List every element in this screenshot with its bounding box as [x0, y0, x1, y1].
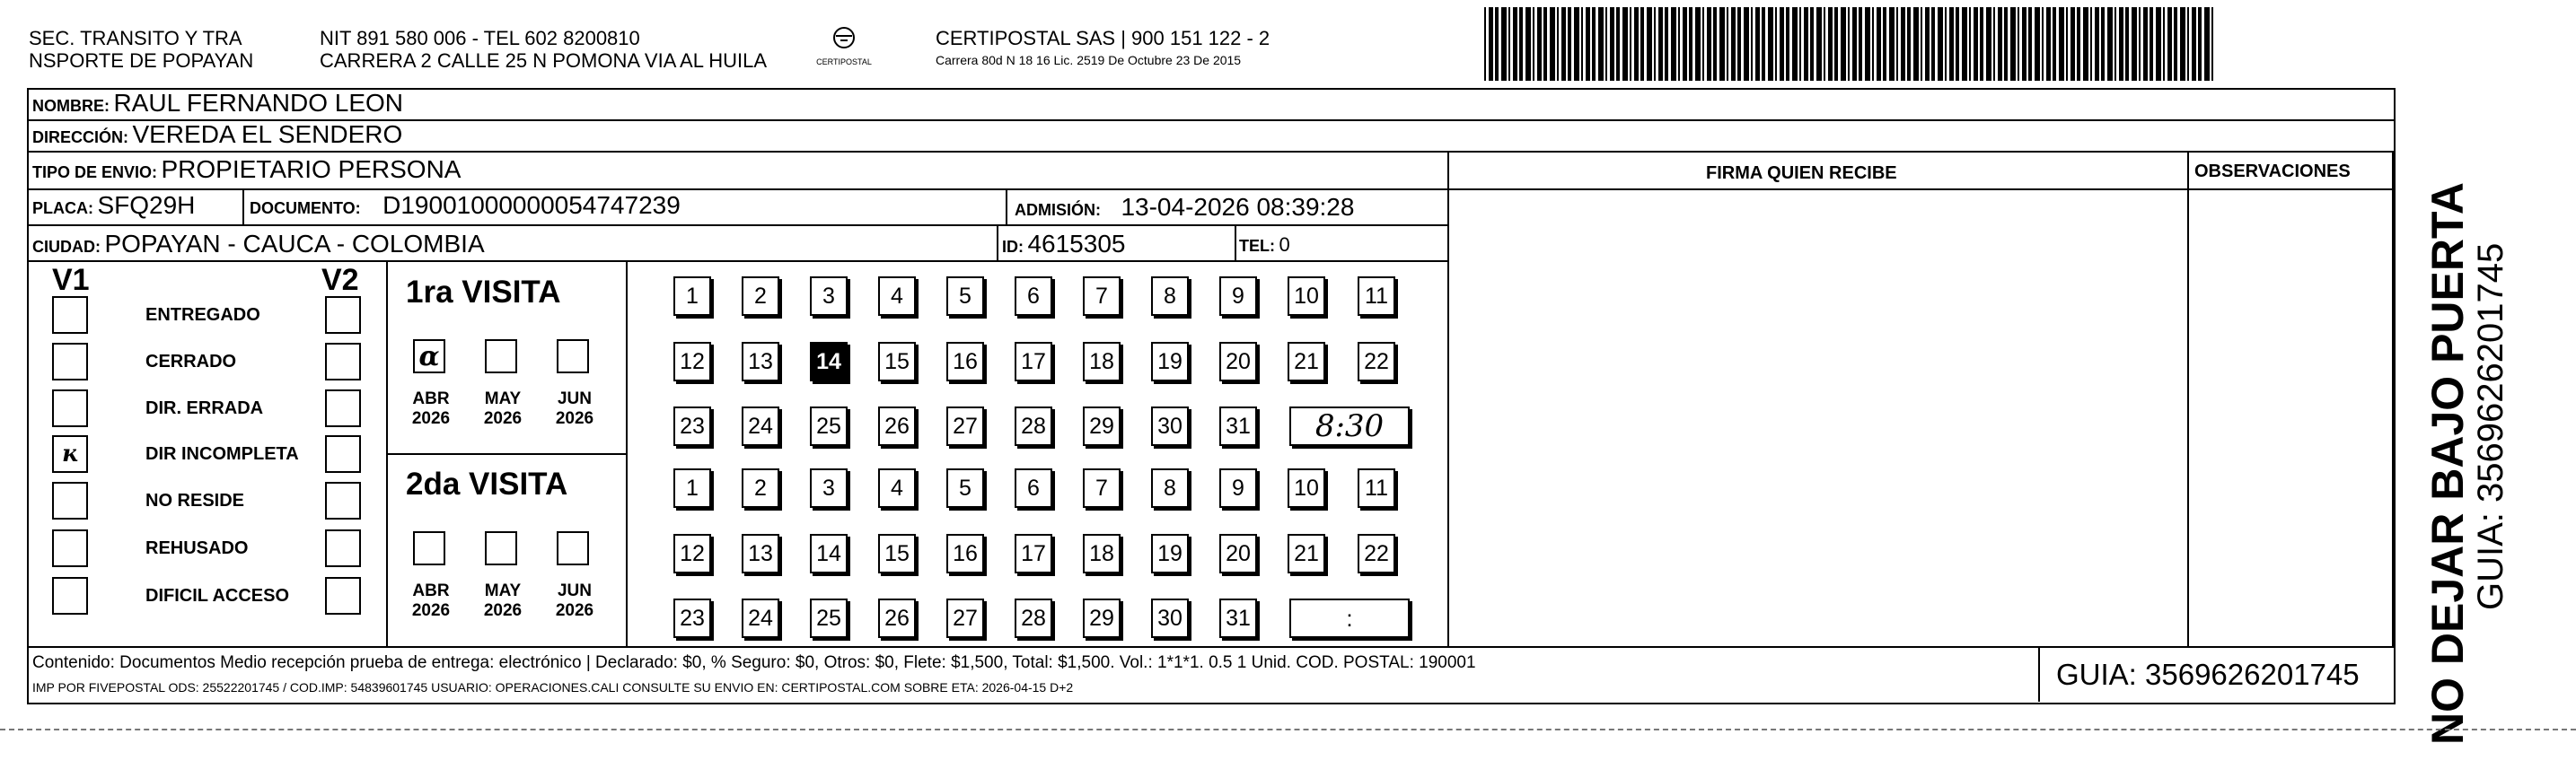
- barcode-bar: [1683, 7, 1687, 81]
- barcode-bar: [1622, 7, 1628, 81]
- month-checkbox[interactable]: [557, 339, 589, 373]
- barcode-bar: [1775, 7, 1777, 81]
- time-box[interactable]: :: [1289, 599, 1410, 638]
- day-box[interactable]: 18: [1083, 534, 1121, 573]
- direccion-field: [32, 120, 402, 149]
- admision-label: ADMISIÓN:: [1015, 201, 1101, 219]
- barcode-bar: [2004, 7, 2008, 81]
- barcode-bar: [2107, 7, 2113, 81]
- v1-label: V1: [52, 263, 90, 297]
- barcode-bar: [2143, 7, 2148, 81]
- v2-label: V2: [321, 263, 359, 297]
- month-year: 2026: [555, 601, 594, 620]
- day-box[interactable]: 22: [1358, 342, 1395, 381]
- barcode-bar: [2211, 7, 2213, 81]
- day-box[interactable]: 19: [1151, 534, 1189, 573]
- barcode-bar: [1980, 7, 1983, 81]
- barcode-bar: [1689, 7, 1692, 81]
- v2-checkbox[interactable]: [325, 389, 361, 427]
- barcode-bar: [1762, 7, 1765, 81]
- direccion-value: VEREDA EL SENDERO: [132, 120, 403, 148]
- barcode-bar: [1828, 7, 1833, 81]
- barcode-bar: [2150, 7, 2153, 81]
- day-box[interactable]: 25: [810, 599, 848, 638]
- day-box[interactable]: 14: [810, 534, 848, 573]
- barcode-bar: [1495, 7, 1499, 81]
- sender-name: [29, 27, 253, 72]
- barcode-bar: [1969, 7, 1971, 81]
- barcode-bar: [1616, 7, 1620, 81]
- barcode-bar: [1931, 7, 1935, 81]
- day-box[interactable]: 30: [1151, 599, 1189, 638]
- barcode-bar: [1737, 7, 1741, 81]
- visit-title: 2da VISITA: [406, 467, 568, 502]
- v2-checkbox[interactable]: [325, 577, 361, 615]
- id-label: ID:: [1002, 238, 1024, 256]
- barcode-bar: [1896, 7, 1898, 81]
- ciudad-value: POPAYAN - CAUCA - COLOMBIA: [104, 230, 485, 258]
- barcode-bar: [1702, 7, 1704, 81]
- month-name: JUN: [557, 389, 592, 408]
- barcode-bar: [1508, 7, 1510, 81]
- barcode-bar: [1865, 7, 1870, 81]
- barcode-bar: [2035, 7, 2040, 81]
- placa-field: [32, 191, 195, 220]
- month-name: JUN: [557, 581, 592, 600]
- month-name: MAY: [484, 389, 522, 408]
- day-box[interactable]: 24: [742, 406, 779, 446]
- tipo-envio-value: PROPIETARIO PERSONA: [161, 155, 462, 183]
- barcode-bar: [2192, 7, 2196, 81]
- day-box[interactable]: 21: [1288, 342, 1325, 381]
- barcode-bar: [1949, 7, 1954, 81]
- barcode-bar: [1557, 7, 1559, 81]
- barcode-bar: [1780, 7, 1784, 81]
- day-box[interactable]: 10: [1288, 276, 1325, 316]
- barcode-bar: [1848, 7, 1850, 81]
- day-box[interactable]: 27: [946, 599, 984, 638]
- month-name: ABR: [412, 389, 450, 408]
- id-value: 4615305: [1027, 230, 1126, 258]
- footer-print-line: IMP POR FIVEPOSTAL ODS: 25522201745 / COD.IMP: 54839601745 USUARIO: OPERACIONES.CALI CONSULTE SU ENVIO EN: CERTIPOSTAL.COM SOBRE ETA: 2026-04-15 D+2: [32, 680, 1074, 695]
- barcode-bar: [1751, 7, 1753, 81]
- sender-line-1: SEC. TRANSITO Y TRA: [29, 27, 242, 49]
- month-checkbox[interactable]: [485, 531, 517, 565]
- nombre-field: [32, 89, 403, 118]
- barcode-bar: [1883, 7, 1886, 81]
- barcode-bar: [1707, 7, 1711, 81]
- barcode-bar: [1998, 7, 2002, 81]
- barcode-bar: [1872, 7, 1874, 81]
- barcode-bar: [1586, 7, 1590, 81]
- barcode-bar: [2114, 7, 2116, 81]
- barcode-bar: [1810, 7, 1814, 81]
- admision-value: 13-04-2026 08:39:28: [1121, 193, 1355, 221]
- barcode-bar: [1581, 7, 1583, 81]
- day-box[interactable]: 9: [1219, 468, 1257, 508]
- tel-value: 0: [1279, 233, 1290, 256]
- month-year: 2026: [411, 601, 451, 620]
- barcode-bar: [2077, 7, 2080, 81]
- barcode-bar: [2101, 7, 2105, 81]
- visit-title: 1ra VISITA: [406, 275, 561, 310]
- barcode-bar: [1841, 7, 1846, 81]
- barcode-bar: [1533, 7, 1534, 81]
- barcode-bar: [2119, 7, 2123, 81]
- barcode-bar: [1731, 7, 1736, 81]
- day-box[interactable]: 15: [878, 534, 916, 573]
- barcode-bar: [2053, 7, 2056, 81]
- day-box[interactable]: 27: [946, 406, 984, 446]
- barcode-bar: [1671, 7, 1676, 81]
- status-label: REHUSADO: [145, 538, 249, 558]
- v1-checkbox[interactable]: [52, 577, 88, 615]
- nombre-value: RAUL FERNANDO LEON: [113, 89, 404, 117]
- placa-value: SFQ29H: [97, 191, 196, 219]
- barcode-bar: [1719, 7, 1725, 81]
- day-box[interactable]: 21: [1288, 534, 1325, 573]
- sender-nit: [320, 27, 767, 72]
- barcode-bar: [1654, 7, 1656, 81]
- barcode-bar: [2095, 7, 2099, 81]
- day-box[interactable]: 7: [1083, 468, 1121, 508]
- barcode-bar: [2156, 7, 2161, 81]
- barcode-bar: [2125, 7, 2129, 81]
- no-dejar-bajo-puerta: NO DEJAR BAJO PUERTA: [2422, 182, 2473, 745]
- barcode-bar: [1610, 7, 1614, 81]
- nombre-label: NOMBRE:: [32, 97, 110, 115]
- barcode-bar: [1574, 7, 1579, 81]
- barcode-bar: [2028, 7, 2032, 81]
- barcode-bar: [1921, 7, 1922, 81]
- day-box[interactable]: 20: [1219, 342, 1257, 381]
- day-box[interactable]: 25: [810, 406, 848, 446]
- barcode-bar: [1824, 7, 1825, 81]
- barcode-bar: [2042, 7, 2044, 81]
- day-box[interactable]: 7: [1083, 276, 1121, 316]
- day-box[interactable]: 28: [1015, 406, 1052, 446]
- barcode-bar: [1852, 7, 1857, 81]
- v1-checkbox[interactable]: [52, 296, 88, 334]
- day-box[interactable]: 30: [1151, 406, 1189, 446]
- v1-checkbox[interactable]: [52, 343, 88, 380]
- time-box[interactable]: 8:30: [1289, 406, 1410, 446]
- status-label: NO RESIDE: [145, 491, 245, 511]
- svg-text:CERTIPOSTAL: CERTIPOSTAL: [816, 57, 872, 66]
- barcode-bar: [2010, 7, 2016, 81]
- day-box[interactable]: 28: [1015, 599, 1052, 638]
- barcode-bar: [1713, 7, 1717, 81]
- v2-checkbox[interactable]: [325, 435, 361, 473]
- barcode-bar: [1907, 7, 1911, 81]
- barcode-bar: [1744, 7, 1749, 81]
- day-box[interactable]: 18: [1083, 342, 1121, 381]
- barcode-bar: [1484, 7, 1486, 81]
- barcode-bar: [2018, 7, 2019, 81]
- observaciones-label: OBSERVACIONES: [2194, 162, 2351, 181]
- barcode-bar: [1665, 7, 1668, 81]
- barcode-bar: [1489, 7, 1493, 81]
- tel-field: [1239, 233, 1290, 257]
- month-year: 2026: [555, 409, 594, 428]
- barcode-bar: [1592, 7, 1596, 81]
- barcode-bar: [2059, 7, 2064, 81]
- day-box[interactable]: 3: [810, 468, 848, 508]
- month-name: MAY: [484, 581, 522, 600]
- day-box[interactable]: 31: [1219, 406, 1257, 446]
- barcode-bar: [1695, 7, 1701, 81]
- admision-field: [1015, 193, 1354, 222]
- barcode-bar: [1859, 7, 1862, 81]
- certipostal-logo: [808, 25, 880, 72]
- v2-checkbox[interactable]: [325, 482, 361, 520]
- barcode-bar: [1727, 7, 1728, 81]
- direccion-label: DIRECCIÓN:: [32, 128, 128, 146]
- day-box[interactable]: 13: [742, 342, 779, 381]
- barcode-bar: [2070, 7, 2075, 81]
- barcode-bar: [1986, 7, 1991, 81]
- v1-checkbox[interactable]: [52, 529, 88, 567]
- barcode-bar: [1605, 7, 1607, 81]
- day-box[interactable]: 10: [1288, 468, 1325, 508]
- day-box[interactable]: 16: [946, 342, 984, 381]
- day-box[interactable]: 11: [1358, 276, 1395, 316]
- barcode-bar: [1993, 7, 1995, 81]
- barcode-bar: [2066, 7, 2068, 81]
- day-box[interactable]: 2: [742, 468, 779, 508]
- barcode-bar: [1901, 7, 1905, 81]
- tel-label: TEL:: [1239, 237, 1275, 255]
- day-box[interactable]: 20: [1219, 534, 1257, 573]
- barcode-bar: [1519, 7, 1523, 81]
- barcode-bar: [1598, 7, 1604, 81]
- barcode-bar: [1568, 7, 1571, 81]
- id-field: [1002, 230, 1125, 258]
- barcode-bar: [1768, 7, 1773, 81]
- barcode-bar: [1925, 7, 1930, 81]
- month-year: 2026: [411, 409, 451, 428]
- day-box[interactable]: 5: [946, 468, 984, 508]
- barcode-bar: [2187, 7, 2189, 81]
- barcode-bar: [1945, 7, 1947, 81]
- barcode-bar: [2139, 7, 2141, 81]
- company-line-2: Carrera 80d N 18 16 Lic. 2519 De Octubre 23 De 2015: [936, 53, 1242, 67]
- barcode-bar: [1525, 7, 1531, 81]
- barcode-bar: [2204, 7, 2210, 81]
- barcode-bar: [2198, 7, 2202, 81]
- documento-field: [250, 191, 681, 220]
- barcode-bar: [1816, 7, 1822, 81]
- barcode-bar: [1513, 7, 1517, 81]
- day-box[interactable]: 14: [810, 342, 848, 381]
- day-box[interactable]: 12: [673, 534, 711, 573]
- day-box[interactable]: 6: [1015, 468, 1052, 508]
- v2-checkbox[interactable]: [325, 529, 361, 567]
- nit-line-1: NIT 891 580 006 - TEL 602 8200810: [320, 27, 640, 49]
- day-box[interactable]: 4: [878, 276, 916, 316]
- day-box[interactable]: 6: [1015, 276, 1052, 316]
- day-box[interactable]: 17: [1015, 342, 1052, 381]
- month-checkbox[interactable]: [557, 531, 589, 565]
- day-box[interactable]: 26: [878, 599, 916, 638]
- tipo-envio-label: TIPO DE ENVIO:: [32, 163, 158, 181]
- barcode-bar: [1792, 7, 1798, 81]
- barcode-bar: [1755, 7, 1760, 81]
- sender-line-2: NSPORTE DE POPAYAN: [29, 49, 254, 72]
- barcode-bar: [1640, 7, 1644, 81]
- day-box[interactable]: 3: [810, 276, 848, 316]
- day-box[interactable]: 23: [673, 599, 711, 638]
- day-box[interactable]: 1: [673, 276, 711, 316]
- day-box[interactable]: 29: [1083, 406, 1121, 446]
- barcode-bar: [1678, 7, 1680, 81]
- v2-checkbox[interactable]: [325, 343, 361, 380]
- barcode-bar: [1647, 7, 1652, 81]
- barcode-bar: [1804, 7, 1808, 81]
- barcode-bar: [2083, 7, 2088, 81]
- barcode-bar: [1913, 7, 1919, 81]
- barcode-bar: [2132, 7, 2137, 81]
- day-box[interactable]: 8: [1151, 276, 1189, 316]
- nit-line-2: CARRERA 2 CALLE 25 N POMONA VIA AL HUILA: [320, 49, 768, 72]
- day-box[interactable]: 16: [946, 534, 984, 573]
- barcode-bar: [1658, 7, 1663, 81]
- month-year: 2026: [483, 409, 523, 428]
- day-box[interactable]: 15: [878, 342, 916, 381]
- day-box[interactable]: 22: [1358, 534, 1395, 573]
- v1-checkbox[interactable]: ĸ: [52, 435, 88, 473]
- barcode-bar: [2167, 7, 2172, 81]
- barcode-bar: [1877, 7, 1881, 81]
- barcode-bar: [1543, 7, 1547, 81]
- barcode: [1484, 7, 2213, 81]
- day-box[interactable]: 5: [946, 276, 984, 316]
- day-box[interactable]: 9: [1219, 276, 1257, 316]
- month-checkbox[interactable]: [413, 531, 445, 565]
- footer-content-line: Contenido: Documentos Medio recepción prueba de entrega: electrónico | Declarado: $0, % Seguro: $0, Otros: $0, Flete: $1,500, Total: $1,500. Vol.: 1*1*1. 0.5 1 Unid. COD. POSTAL: 190001: [32, 653, 1476, 672]
- barcode-bar: [2090, 7, 2092, 81]
- barcode-bar: [1550, 7, 1555, 81]
- company-info: [936, 27, 1270, 68]
- firma-label: FIRMA QUIEN RECIBE: [1706, 163, 1897, 183]
- ciudad-field: [32, 230, 485, 258]
- day-box[interactable]: 8: [1151, 468, 1189, 508]
- barcode-bar: [1537, 7, 1542, 81]
- day-box[interactable]: 23: [673, 406, 711, 446]
- day-box[interactable]: 31: [1219, 599, 1257, 638]
- side-guia: GUIA: 3569626201745: [2471, 242, 2510, 610]
- company-line-1: CERTIPOSTAL SAS | 900 151 122 - 2: [936, 27, 1270, 49]
- day-box[interactable]: 13: [742, 534, 779, 573]
- placa-label: PLACA:: [32, 199, 93, 217]
- footer-guia: GUIA: 3569626201745: [2056, 658, 2360, 691]
- day-box[interactable]: 1: [673, 468, 711, 508]
- barcode-bar: [1630, 7, 1631, 81]
- day-box[interactable]: 11: [1358, 468, 1395, 508]
- barcode-bar: [2174, 7, 2177, 81]
- v1-checkbox[interactable]: [52, 389, 88, 427]
- day-box[interactable]: 2: [742, 276, 779, 316]
- barcode-bar: [2180, 7, 2185, 81]
- month-year: 2026: [483, 601, 523, 620]
- barcode-bar: [1501, 7, 1507, 81]
- barcode-bar: [1962, 7, 1967, 81]
- status-label: DIR INCOMPLETA: [145, 444, 299, 464]
- barcode-bar: [1974, 7, 1978, 81]
- status-label: ENTREGADO: [145, 305, 260, 325]
- barcode-bar: [1799, 7, 1801, 81]
- documento-value: D19001000000054747239: [382, 191, 681, 219]
- status-label: CERRADO: [145, 352, 237, 372]
- tipo-envio-field: [32, 155, 461, 184]
- barcode-bar: [1956, 7, 1959, 81]
- barcode-bar: [1561, 7, 1566, 81]
- day-box[interactable]: 17: [1015, 534, 1052, 573]
- barcode-bar: [1634, 7, 1639, 81]
- barcode-bar: [2163, 7, 2165, 81]
- v2-checkbox[interactable]: [325, 296, 361, 334]
- barcode-bar: [2022, 7, 2027, 81]
- barcode-bar: [1889, 7, 1895, 81]
- day-box[interactable]: 26: [878, 406, 916, 446]
- barcode-bar: [1834, 7, 1838, 81]
- v1-checkbox[interactable]: [52, 482, 88, 520]
- documento-label: DOCUMENTO:: [250, 199, 361, 217]
- month-checkbox[interactable]: [485, 339, 517, 373]
- side-title: [2424, 182, 2510, 745]
- day-box[interactable]: 29: [1083, 599, 1121, 638]
- status-label: DIFICIL ACCESO: [145, 586, 290, 606]
- month-checkbox[interactable]: α: [413, 339, 445, 373]
- barcode-bar: [1938, 7, 1943, 81]
- barcode-bar: [2046, 7, 2051, 81]
- barcode-bar: [1786, 7, 1789, 81]
- day-box[interactable]: 4: [878, 468, 916, 508]
- day-box[interactable]: 19: [1151, 342, 1189, 381]
- status-label: DIR. ERRADA: [145, 398, 264, 418]
- month-name: ABR: [412, 581, 450, 600]
- day-box[interactable]: 12: [673, 342, 711, 381]
- day-box[interactable]: 24: [742, 599, 779, 638]
- ciudad-label: CIUDAD:: [32, 238, 101, 256]
